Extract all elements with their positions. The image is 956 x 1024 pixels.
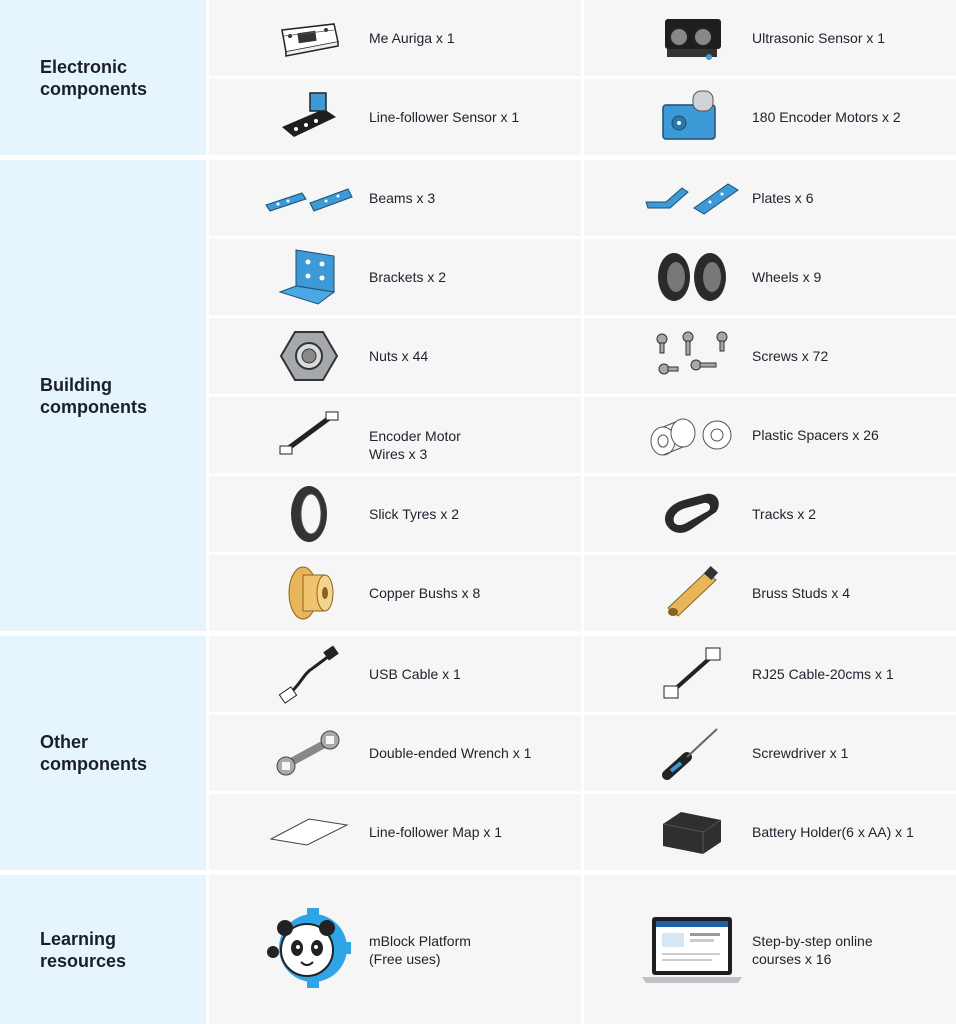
item-label: Encoder Motor Wires x 3 [369, 428, 461, 462]
tyre-icon [259, 479, 359, 549]
table-row [209, 794, 956, 870]
item-label: Line-follower Sensor x 1 [369, 109, 520, 125]
item-label: Beams x 3 [369, 190, 436, 206]
beams-icon [259, 163, 359, 233]
item-cell [209, 555, 581, 631]
item-cell [209, 794, 581, 870]
ultrasonic-sensor-icon [642, 3, 742, 73]
item-label: Double-ended Wrench x 1 [369, 745, 532, 761]
item-cell [584, 794, 956, 870]
item-cell [209, 476, 581, 552]
item-label: Copper Bushs x 8 [369, 585, 481, 601]
table-row [209, 160, 956, 236]
item-cell [584, 636, 956, 712]
table-row [209, 476, 956, 552]
item-cell [209, 875, 581, 1024]
encoder-motor-icon [642, 82, 742, 152]
item-label: Screwdriver x 1 [752, 745, 849, 761]
section-building [0, 160, 956, 631]
nut-icon [259, 321, 359, 391]
brass-stud-icon [642, 558, 742, 628]
category-label: Building components [0, 160, 206, 631]
spacers-icon [642, 400, 742, 470]
table-row [209, 397, 956, 473]
item-label: Tracks x 2 [752, 506, 817, 522]
item-label: Me Auriga x 1 [369, 30, 455, 46]
table-row [209, 239, 956, 315]
table-row [209, 0, 956, 76]
auriga-board-icon [259, 3, 359, 73]
copper-bush-icon [259, 558, 359, 628]
bracket-icon [259, 242, 359, 312]
item-cell [209, 636, 581, 712]
line-follower-sensor-icon [259, 82, 359, 152]
item-label: USB Cable x 1 [369, 666, 461, 682]
table-row [209, 555, 956, 631]
item-cell [584, 476, 956, 552]
item-label: Bruss Studs x 4 [752, 585, 851, 601]
item-label: 180 Encoder Motors x 2 [752, 109, 901, 125]
table-row [209, 79, 956, 155]
table-row [209, 875, 956, 1024]
rj25-cable-icon [642, 639, 742, 709]
item-cell [209, 397, 581, 473]
item-cell [209, 160, 581, 236]
item-label: Nuts x 44 [369, 348, 429, 364]
motor-wire-icon [259, 400, 359, 470]
item-label: Plastic Spacers x 26 [752, 427, 879, 443]
mblock-panda-icon [259, 905, 359, 995]
item-label: Ultrasonic Sensor x 1 [752, 30, 886, 46]
item-label: Screws x 72 [752, 348, 829, 364]
section-other [0, 636, 956, 870]
item-cell [209, 79, 581, 155]
section-electronic [0, 0, 956, 155]
wheels-icon [642, 242, 742, 312]
item-cell [584, 397, 956, 473]
battery-holder-icon [642, 797, 742, 867]
item-cell [584, 875, 956, 1024]
item-cell [209, 715, 581, 791]
item-cell [584, 0, 956, 76]
plates-icon [642, 163, 742, 233]
table-row [209, 318, 956, 394]
item-cell [584, 555, 956, 631]
item-cell [584, 318, 956, 394]
item-label: Step-by-step online courses x 16 [752, 932, 873, 967]
item-cell [584, 79, 956, 155]
item-label: RJ25 Cable-20cms x 1 [752, 666, 894, 682]
table-row [209, 636, 956, 712]
item-cell [584, 239, 956, 315]
item-cell [209, 239, 581, 315]
tracks-icon [642, 479, 742, 549]
item-label: Line-follower Map x 1 [369, 824, 503, 840]
item-cell [584, 715, 956, 791]
category-label: Electronic components [0, 0, 206, 155]
screws-icon [642, 321, 742, 391]
usb-cable-icon [259, 639, 359, 709]
item-label: mBlock Platform (Free uses) [369, 932, 471, 967]
category-label: Other components [0, 636, 206, 870]
item-label: Wheels x 9 [752, 269, 822, 285]
section-learning [0, 875, 956, 1024]
item-cell [209, 0, 581, 76]
category-label: Learning resources [0, 875, 206, 1024]
item-label: Battery Holder(6 x AA) x 1 [752, 824, 914, 840]
wrench-icon [259, 718, 359, 788]
screwdriver-icon [642, 718, 742, 788]
table-row [209, 715, 956, 791]
item-cell [209, 318, 581, 394]
laptop-course-icon [642, 905, 742, 995]
item-label: Plates x 6 [752, 190, 814, 206]
map-sheet-icon [259, 797, 359, 867]
item-label: Brackets x 2 [369, 269, 447, 285]
item-cell [584, 160, 956, 236]
item-label: Slick Tyres x 2 [369, 506, 459, 522]
